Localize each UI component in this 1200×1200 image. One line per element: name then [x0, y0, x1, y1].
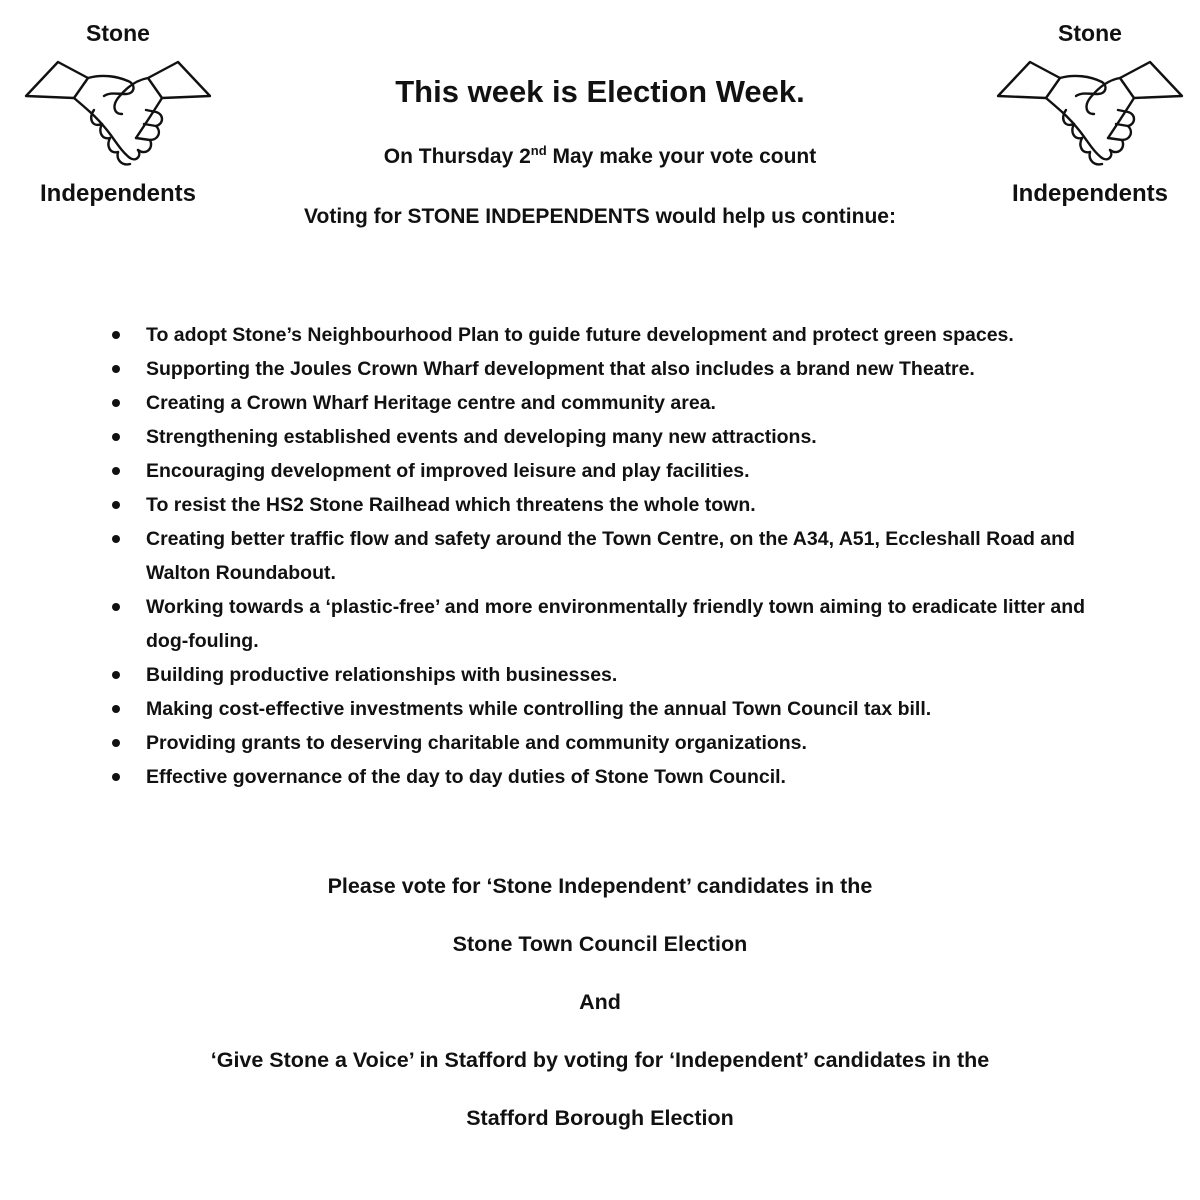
closing-line-3: And — [579, 990, 621, 1014]
list-item — [108, 318, 1108, 352]
list-item — [108, 386, 1108, 420]
logo-top-text: Stone — [86, 20, 150, 46]
bullet-icon — [112, 603, 120, 611]
list-item — [108, 726, 1108, 760]
closing-line-2: Stone Town Council Election — [452, 932, 748, 956]
bullet-icon — [112, 365, 120, 373]
bullet-icon — [112, 671, 120, 679]
bullet-icon — [112, 433, 120, 441]
list-item — [108, 590, 1108, 658]
list-item-text: Strengthening established events and developing many new attractions. — [146, 426, 817, 448]
list-item — [108, 420, 1108, 454]
list-item-text: Effective governance of the day to day duties of Stone Town Council. — [146, 766, 786, 788]
date-line-ordinal: nd — [530, 143, 547, 158]
closing-line-4: ‘Give Stone a Voice’ in Stafford by voting for ‘Independent’ candidates in the — [210, 1048, 990, 1072]
list-item-text: To resist the HS2 Stone Railhead which threatens the whole town. — [146, 494, 756, 516]
list-item — [108, 488, 1108, 522]
list-item — [108, 454, 1108, 488]
logo-bottom-text: Independents — [1011, 180, 1168, 207]
list-item-text: Working towards a ‘plastic-free’ and more environmentally friendly town aiming to eradicate litter and dog-fouling. — [146, 596, 1086, 652]
list-item-text: Creating a Crown Wharf Heritage centre and community area. — [146, 392, 716, 414]
list-item — [108, 692, 1108, 726]
list-item-text: Supporting the Joules Crown Wharf development that also includes a brand new Theatre. — [146, 358, 975, 380]
date-line-suffix: May make your vote count — [546, 145, 817, 168]
logo-bottom-text: Independents — [39, 180, 196, 207]
pledge-list — [108, 318, 1108, 794]
closing-line-1: Please vote for ‘Stone Independent’ candidates in the — [327, 874, 873, 898]
list-item-text: To adopt Stone’s Neighbourhood Plan to guide future development and protect green spaces. — [146, 324, 1014, 346]
list-item — [108, 352, 1108, 386]
bullet-icon — [112, 331, 120, 339]
list-item-text: Encouraging development of improved leisure and play facilities. — [146, 460, 750, 482]
date-line-prefix: On Thursday 2 — [383, 145, 531, 168]
closing-line-5: Stafford Borough Election — [466, 1106, 734, 1130]
logo-left — [18, 18, 218, 218]
list-item-text: Building productive relationships with businesses. — [146, 664, 618, 686]
bullet-icon — [112, 705, 120, 713]
intro-line: Voting for STONE INDEPENDENTS would help us continue: — [304, 205, 896, 228]
election-date-line — [0, 142, 1200, 172]
bullet-icon — [112, 739, 120, 747]
list-item — [108, 658, 1108, 692]
logo-right — [990, 18, 1190, 218]
bullet-icon — [112, 501, 120, 509]
page-title: This week is Election Week. — [395, 74, 805, 109]
list-item — [108, 522, 1108, 590]
list-item-text: Providing grants to deserving charitable and community organizations. — [146, 732, 807, 754]
bullet-icon — [112, 535, 120, 543]
bullet-icon — [112, 399, 120, 407]
list-item — [108, 760, 1108, 794]
list-item-text: Creating better traffic flow and safety around the Town Centre, on the A34, A51, Eccleshall Road and Walton Roundabout. — [146, 528, 1075, 584]
bullet-icon — [112, 467, 120, 475]
logo-top-text: Stone — [1058, 20, 1122, 46]
list-item-text: Making cost-effective investments while controlling the annual Town Council tax bill. — [146, 698, 932, 720]
bullet-icon — [112, 773, 120, 781]
